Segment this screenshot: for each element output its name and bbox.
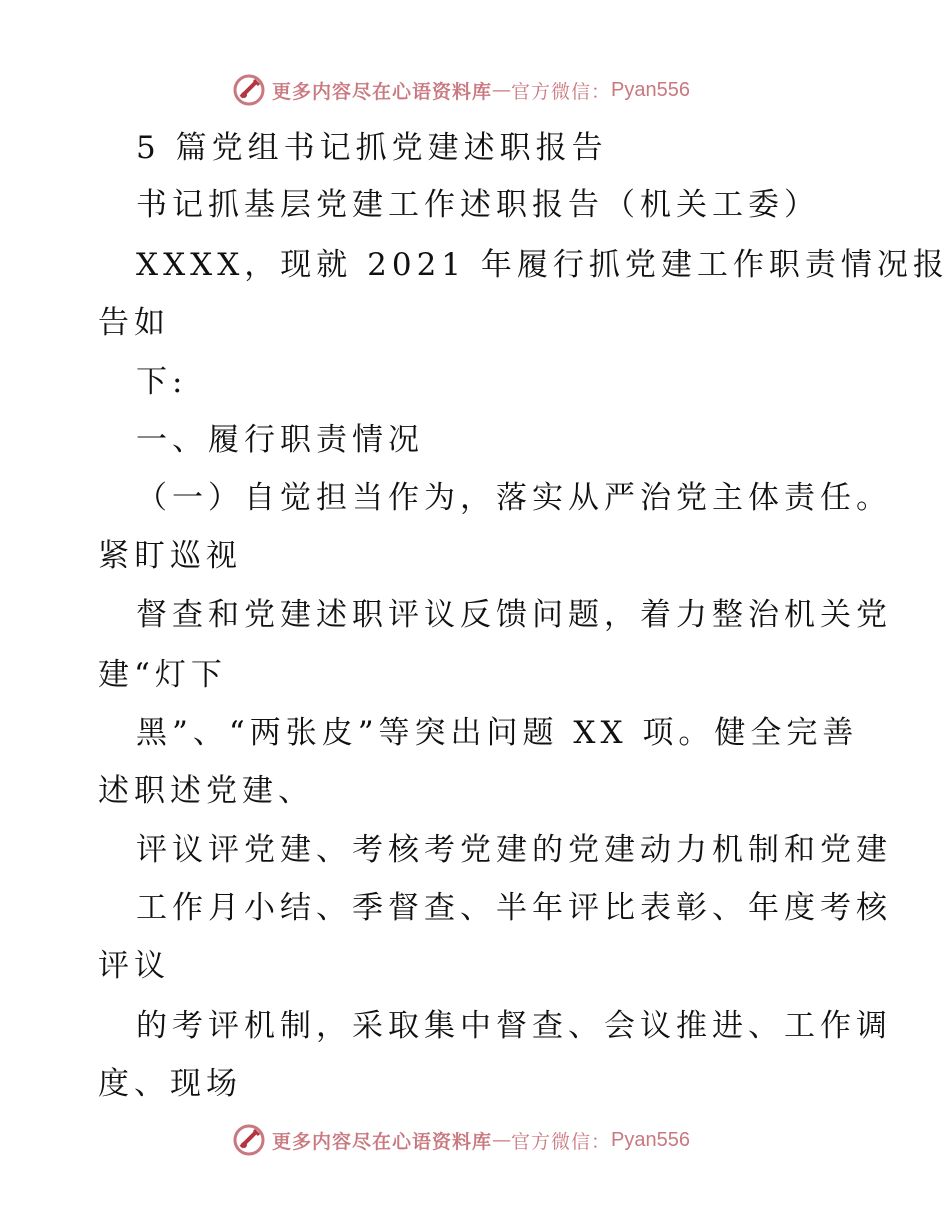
text-line: 工作月小结、季督查、半年评比表彰、年度考核 xyxy=(136,890,892,926)
watermark-wechat-id: Pyan556 xyxy=(611,78,690,101)
text-line: 建“灯下 xyxy=(98,657,227,693)
watermark-wechat-id: Pyan556 xyxy=(611,1128,690,1151)
text-line: 告如 xyxy=(98,305,170,341)
watermark-text: 更多内容尽在心语资料库 xyxy=(272,1130,493,1153)
watermark-dash: — xyxy=(492,1129,512,1151)
section-heading: 一、履行职责情况 xyxy=(136,422,424,458)
footer-watermark xyxy=(232,1120,690,1160)
watermark-wechat-label: 官方微信： xyxy=(511,1130,612,1153)
text-line: 紧盯巡视 xyxy=(98,538,242,574)
watermark-wechat-label: 官方微信： xyxy=(511,80,612,103)
subsection-heading: （一）自觉担当作为，落实从严治党主体责任。 xyxy=(136,480,892,516)
text-line: 评议 xyxy=(98,948,170,984)
text-line: 度、现场 xyxy=(98,1066,242,1102)
document-subtitle: 书记抓基层党建工作述职报告（机关工委） xyxy=(136,187,820,223)
header-watermark xyxy=(232,70,690,110)
watermark-dash: — xyxy=(492,79,512,101)
text-line: 的考评机制，采取集中督查、会议推进、工作调 xyxy=(136,1008,892,1044)
text-line: 述职述党建、 xyxy=(98,773,314,809)
watermark-text: 更多内容尽在心语资料库 xyxy=(272,80,493,103)
brand-logo-icon xyxy=(232,73,266,107)
document-title: 5 篇党组书记抓党建述职报告 xyxy=(136,130,608,166)
brand-logo-icon xyxy=(232,1123,266,1157)
text-line: 评议评党建、考核考党建的党建动力机制和党建 xyxy=(136,832,892,868)
text-line: 督查和党建述职评议反馈问题，着力整治机关党 xyxy=(136,597,892,633)
text-line: 下: xyxy=(136,364,188,400)
text-line: XXXX，现就 2021 年履行抓党建工作职责情况报 xyxy=(136,247,949,283)
text-line: 黑”、“两张皮”等突出问题 XX 项。健全完善 xyxy=(136,715,859,751)
